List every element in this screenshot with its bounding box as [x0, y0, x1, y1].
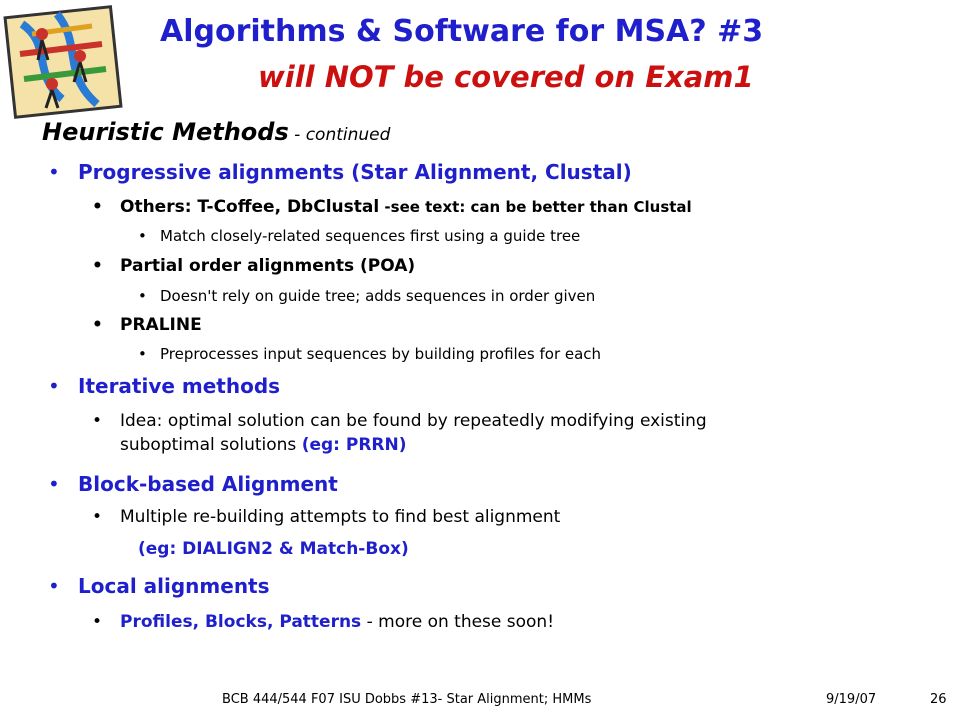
footer-course: BCB 444/544 F07 ISU Dobbs #13- Star Alignment; HMMs [222, 692, 592, 707]
bullet-block-eg: (eg: DIALIGN2 & Match-Box) [138, 539, 409, 559]
footer-date: 9/19/07 [826, 692, 877, 707]
bullet-local: • Local alignments [48, 574, 270, 598]
bullet-iterative: • Iterative methods [48, 374, 281, 398]
slide-subtitle: will NOT be covered on Exam1 [258, 60, 754, 94]
bullet-block-line: • Multiple re-building attempts to find best alignment [92, 507, 561, 527]
bullet-poa-note: • Doesn't rely on guide tree; adds sequences in order given [138, 287, 596, 305]
bullet-idea: • Idea: optimal solution can be found by repeatedly modifying existing [92, 411, 707, 431]
bullet-praline-note: • Preprocesses input sequences by building profiles for each [138, 345, 602, 363]
bullet-poa: • Partial order alignments (POA) [92, 256, 416, 276]
dna-people-logo-icon [2, 4, 124, 120]
section-heading: Heuristic Methods - continued [42, 118, 391, 146]
bullet-progressive: • Progressive alignments (Star Alignment, Clustal) [48, 160, 632, 184]
slide-title: Algorithms & Software for MSA? #3 [160, 14, 764, 49]
bullet-block: • Block-based Alignment [48, 472, 338, 496]
bullet-match: • Match closely-related sequences first using a guide tree [138, 227, 581, 245]
bullet-profiles: • Profiles, Blocks, Patterns - more on these soon! [92, 612, 555, 632]
footer-page-number: 26 [930, 692, 947, 707]
bullet-idea-cont: suboptimal solutions (eg: PRRN) [120, 435, 407, 455]
bullet-praline: • PRALINE [92, 315, 202, 335]
bullet-others: • Others: T-Coffee, DbClustal -see text: can be better than Clustal [92, 197, 692, 217]
